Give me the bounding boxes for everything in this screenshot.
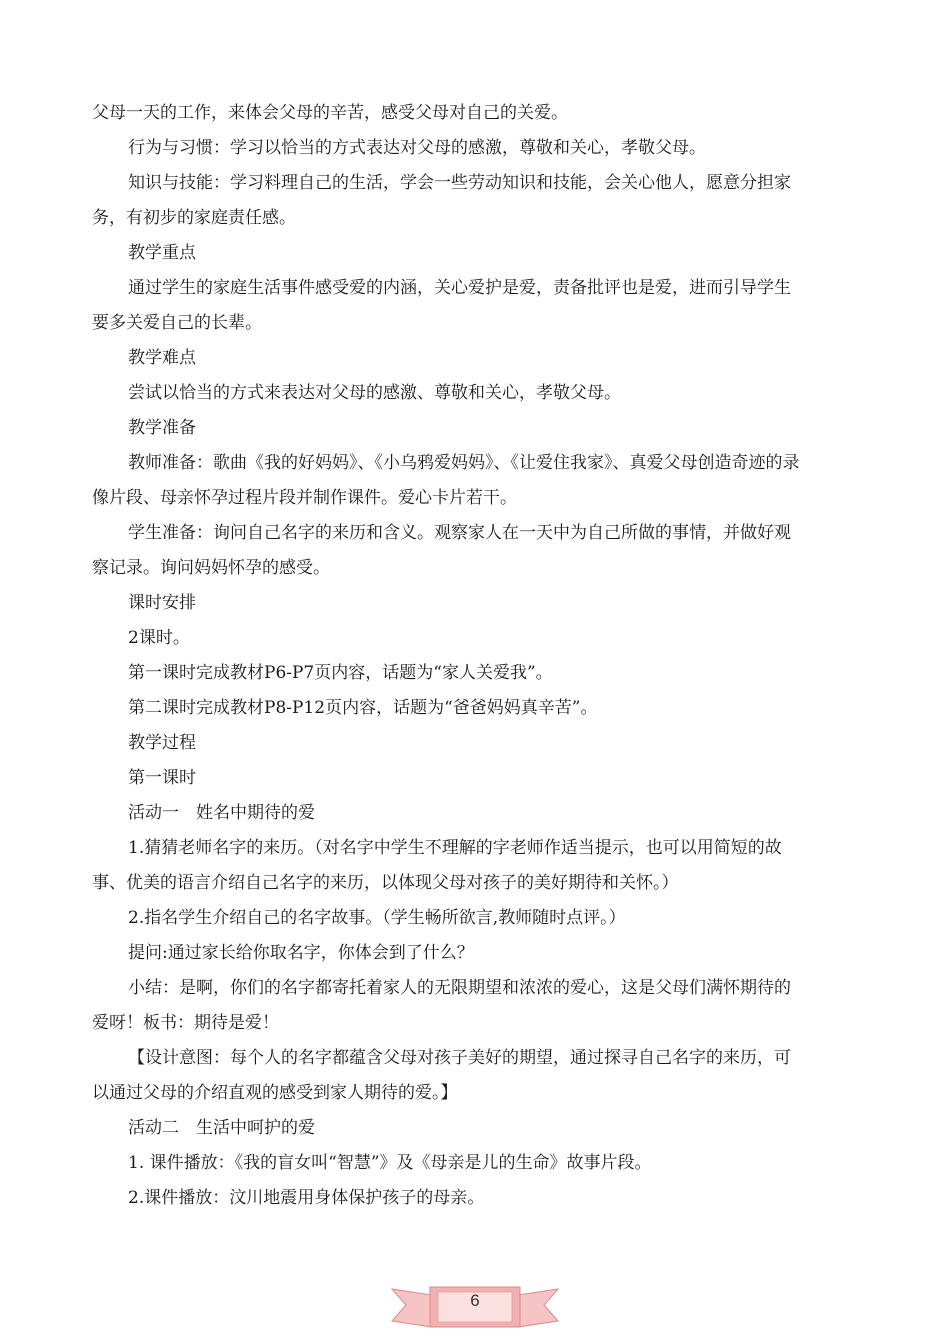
paragraph-line: 行为与习惯：学习以恰当的方式表达对父母的感激，尊敬和关心，孝敬父母。 — [128, 138, 706, 158]
paragraph-line: 爱呀！板书：期待是爱！ — [92, 1013, 279, 1033]
paragraph-line: 像片段、母亲怀孕过程片段并制作课件。爱心卡片若干。 — [92, 488, 517, 508]
paragraph-line: 课时安排 — [128, 593, 196, 613]
paragraph-line: 第二课时完成教材P8-P12页内容，话题为“爸爸妈妈真辛苦”。 — [128, 698, 598, 718]
paragraph-line: 尝试以恰当的方式来表达对父母的感激、尊敬和关心，孝敬父母。 — [128, 383, 621, 403]
paragraph-line: 知识与技能：学习料理自己的生活，学会一些劳动知识和技能，会关心他人，愿意分担家 — [128, 173, 791, 193]
paragraph-line: 教学重点 — [128, 243, 196, 263]
paragraph-line: 2.课件播放：汶川地震用身体保护孩子的母亲。 — [128, 1188, 485, 1208]
paragraph-line: 要多关爱自己的长辈。 — [92, 313, 262, 333]
paragraph-line: 【设计意图：每个人的名字都蕴含父母对孩子美好的期望，通过探寻自己名字的来历，可 — [128, 1048, 791, 1068]
paragraph-line: 事、优美的语言介绍自己名字的来历，以体现父母对孩子的美好期待和关怀。） — [92, 873, 679, 893]
paragraph-line: 以通过父母的介绍直观的感受到家人期待的爱。】 — [92, 1083, 458, 1103]
document-body — [92, 96, 860, 1216]
paragraph-line: 教学过程 — [128, 733, 196, 753]
paragraph-line: 通过学生的家庭生活事件感受爱的内涵，关心爱护是爱，责备批评也是爱，进而引导学生 — [128, 278, 791, 298]
paragraph-line: 务，有初步的家庭责任感。 — [92, 208, 296, 228]
page-footer — [390, 1275, 560, 1335]
paragraph-line: 第一课时 — [128, 768, 196, 788]
paragraph-line: 提问:通过家长给你取名字，你体会到了什么？ — [128, 943, 474, 963]
paragraph-line: 察记录。询问妈妈怀孕的感受。 — [92, 558, 330, 578]
paragraph-line: 教师准备：歌曲《我的好妈妈》、《小乌鸦爱妈妈》、《让爱住我家》、真爱父母创造奇迹的录 — [128, 453, 800, 473]
paragraph-line: 父母一天的工作，来体会父母的辛苦，感受父母对自己的关爱。 — [92, 103, 568, 123]
paragraph-line: 2课时。 — [128, 628, 190, 648]
paragraph-line: 第一课时完成教材P6-P7页内容，话题为“家人关爱我”。 — [128, 663, 553, 683]
paragraph-line: 教学难点 — [128, 348, 196, 368]
paragraph-line: 2.指名学生介绍自己的名字故事。（学生畅所欲言,教师随时点评。） — [128, 908, 626, 928]
paragraph-line: 教学准备 — [128, 418, 196, 438]
paragraph-line: 学生准备：询问自己名字的来历和含义。观察家人在一天中为自己所做的事情，并做好观 — [128, 523, 791, 543]
paragraph-line: 活动一 姓名中期待的爱 — [128, 803, 315, 823]
page-number: 6 — [470, 1291, 480, 1310]
paragraph-line: 1.猜猜老师名字的来历。（对名字中学生不理解的字老师作适当提示，也可以用简短的故 — [128, 838, 782, 858]
paragraph-line: 1. 课件播放：《我的盲女叫“智慧”》及《母亲是儿的生命》故事片段。 — [128, 1153, 652, 1173]
paragraph-line: 活动二 生活中呵护的爱 — [128, 1118, 315, 1138]
paragraph-line: 小结：是啊，你们的名字都寄托着家人的无限期望和浓浓的爱心，这是父母们满怀期待的 — [128, 978, 791, 998]
